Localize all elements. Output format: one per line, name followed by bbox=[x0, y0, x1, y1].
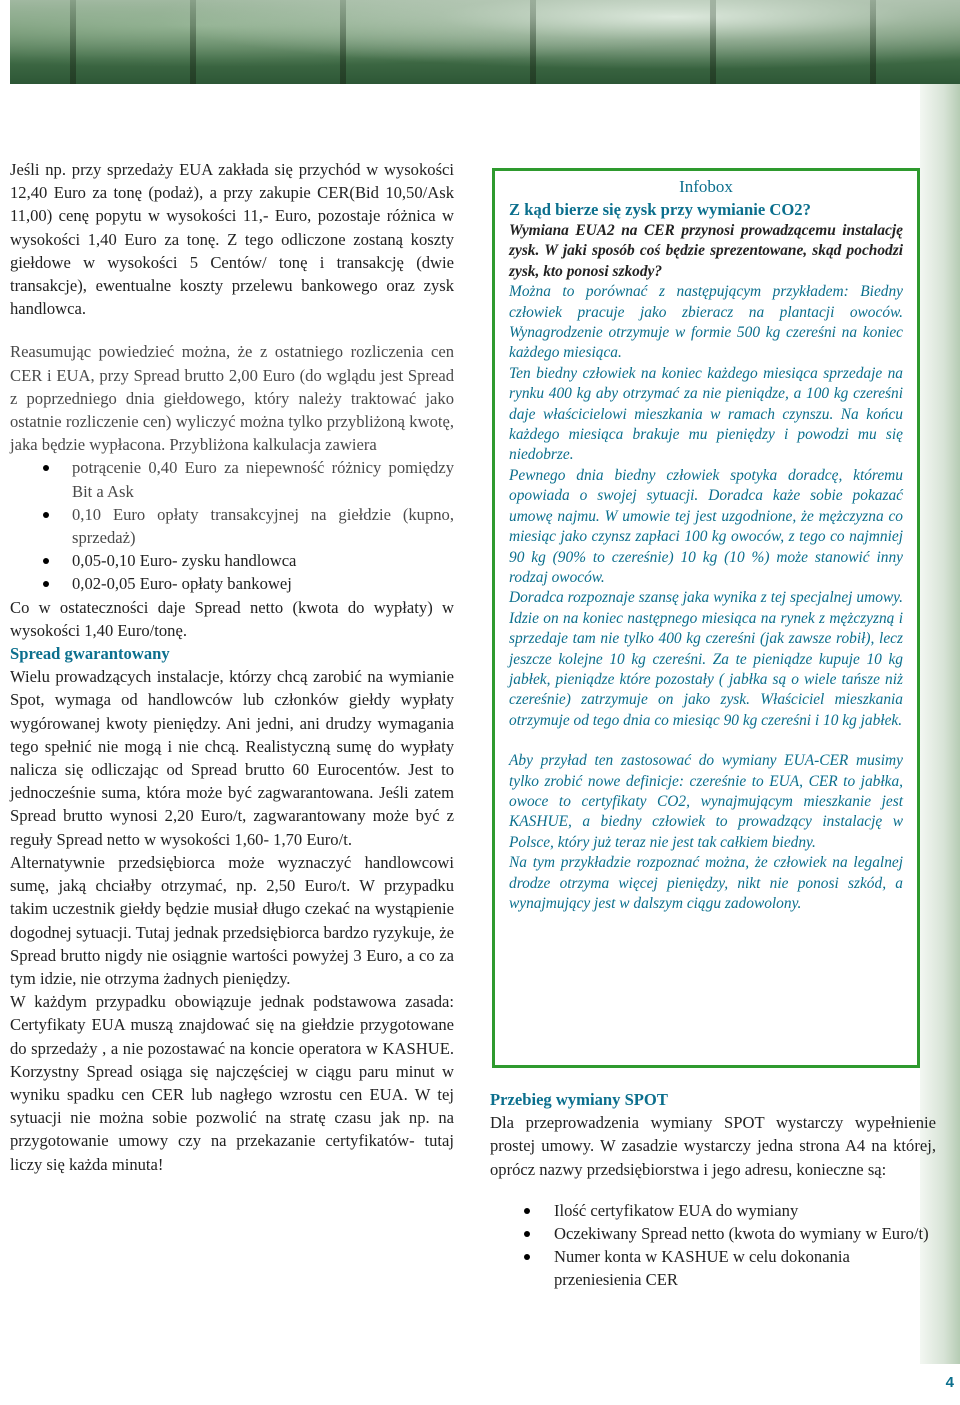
paragraph: Wielu prowadzących instalacje, którzy chcą zarobić na wymianie Spot, wymaga od handlowców lub członków giełdy wypłaty wygórowanej kwoty pieniędzy. Ani jedni, ani drudzy wymagania tego spełnić nie mogą i nie chcą. Realistyczną sumę do wypłaty nalicza się odliczając od Spread brutto 60 Eurocentów. Jest to jednocześnie suma, która może być zagwarantowana. Jeśli zatem Spread brutto wynosi 2,20 Euro/t, zagwarantowany może być z reguły Spread netto w wysokości 1,60- 1,70 Euro/t. bbox=[10, 667, 454, 849]
tree-trunk-graphic bbox=[70, 0, 76, 84]
list-item: Numer konta w KASHUE w celu dokonania przeniesienia CER bbox=[554, 1245, 936, 1291]
tree-trunk-graphic bbox=[710, 0, 716, 84]
forest-header-banner bbox=[10, 0, 960, 84]
paragraph: Dla przeprowadzenia wymiany SPOT wystarczy wypełnienie prostej umowy. W zasadzie wystarczy jedna strona A4 na której, oprócz nazwy przedsiębiorstwa i jego adresu, konieczne są: bbox=[490, 1113, 936, 1179]
left-column bbox=[10, 158, 454, 1176]
section-heading: Przebieg wymiany SPOT bbox=[490, 1090, 668, 1109]
paragraph: Alternatywnie przedsiębiorca może wyznaczyć handlowcowi sumę, jaką chciałby otrzymać, np. 2,50 Euro/t. W przypadku takim uczestnik giełdy będzie musiał długo czekać na wystąpienie dogodnej sytuacji. Tutaj jednak przedsiębiorca bardzo ryzykuje, że Spread brutto nigdy nie osiągnie wartości powyżej 3 Euro, a co za tym idzie, nie otrzyma żadnych pieniędzy. bbox=[10, 852, 454, 988]
infobox-subtitle: Z kąd bierze się zysk przy wymianie CO2? bbox=[509, 200, 811, 219]
infobox-paragraph: Można to porównać z następującym przykładem: Biedny człowiek pracuje jako zbieracz na plantacji owoców. Wynagrodzenie otrzymuje w formie 500 kg czereśni na koniec każdego miesiąca. bbox=[509, 283, 903, 362]
list-item: 0,10 Euro opłaty transakcyjnej na giełdzie (kupno, sprzedaż) bbox=[72, 503, 454, 549]
infobox-paragraph: Ten biedny człowiek na koniec każdego miesiąca sprzedaje na rynku 400 kg aby otrzymać za nie pieniądze, a 100 kg czereśni daje właścicielowi mieszkania w ramach czynszu. Na końcu każdego miesiąca brakuje mu pieniędzy i powodzi mu się niedobrze. bbox=[509, 364, 903, 464]
tree-trunk-graphic bbox=[530, 0, 536, 84]
list-item: Ilość certyfikatow EUA do wymiany bbox=[554, 1199, 936, 1222]
requirements-list bbox=[490, 1199, 936, 1292]
infobox-paragraph: Na tym przykładzie rozpoznać można, że człowiek na legalnej drodze otrzyma więcej pieniędzy, nikt nie ponosi szkód, a wynajmujący jest w dalszym ciągu zadowolony. bbox=[509, 854, 903, 912]
tree-trunk-graphic bbox=[340, 0, 346, 84]
section-heading: Spread gwarantowany bbox=[10, 644, 170, 664]
tree-trunk-graphic bbox=[190, 0, 196, 84]
paragraph: Jeśli np. przy sprzedaży EUA zakłada się przychód w wysokości 12,40 Euro za tonę (podaż), a przy zakupie CER(Bid 10,50/Ask 11,00) cenę popytu w wysokości 11,- Euro, pozostaje różnica w wysokości 1,40 Euro za tonę. Z tego odliczone zostaną koszty giełdowe w wysokości 5 Centów/ tonę i transakcję (dwie transakcje), ewentualne koszty przelewu bankowego oraz zysk handlowca. bbox=[10, 160, 454, 319]
paragraph: Reasumując powiedzieć można, że z ostatniego rozliczenia cen CER i EUA, przy Spread brutto 2,00 Euro (do wglądu jest Spread z poprzedniego dnia giełdowego, który należy traktować jako ostatnie rozliczenie cen) wyliczyć można tylko przybliżoną kwotę, jaka będzie wypłacona. Przybliżona kalkulacja zawiera bbox=[10, 342, 454, 455]
list-item: 0,02-0,05 Euro- opłaty bankowej bbox=[72, 572, 454, 595]
paragraph: W każdym przypadku obowiązuje jednak podstawowa zasada: Certyfikaty EUA muszą znajdować się na giełdzie przygotowane do sprzedaży , a nie pozostawać na koncie operatora w KASHUE. Korzystny Spread osiąga się najczęściej w ciągu paru minut w wyniku spadku cen CER lub nagłego wzrostu cen EUA. W tej sytuacji nie można sobie pozwolić na stratę czasu jak np. na przygotowanie umowy czy na przekazanie certyfikatów- tutaj liczy się każda minuta! bbox=[10, 992, 454, 1174]
infobox bbox=[492, 168, 920, 1068]
calculation-list bbox=[10, 456, 454, 595]
paragraph: Co w ostateczności daje Spread netto (kwota do wypłaty) w wysokości 1,40 Euro/tonę. bbox=[10, 597, 454, 640]
page-number: 4 bbox=[945, 1374, 954, 1391]
list-item: 0,05-0,10 Euro- zysku handlowca bbox=[72, 549, 454, 572]
infobox-paragraph: Doradca rozpoznaje szansę jaka wynika z tej specjalnej umowy. Idzie on na koniec następnego miesiąca na rynek z mężczyzną i sprzedaje tam nie tylko 400 kg czereśni (jak zawsze robił), lecz jeszcze kolejne 10 kg czereśni. Za te pieniądze kupuje 10 kg jabłek, pieniądze które pozostały ( jabłka są o wiele tańsze niż czereśnie) zatrzymuje on jako zysk. Właściciel mieszkania otrzymuje od tego dnia co miesiąc 90 kg czereśni i 10 kg jabłek. bbox=[509, 589, 903, 729]
infobox-title: Infobox bbox=[679, 177, 733, 196]
tree-trunk-graphic bbox=[870, 0, 876, 84]
right-column-bottom bbox=[490, 1088, 936, 1292]
infobox-question: Wymiana EUA2 na CER przynosi prowadzącemu instalację zysk. W jaki sposób coś będzie sprezentowane, skąd pochodzi zysk, kto ponosi szkody? bbox=[509, 222, 903, 280]
infobox-paragraph: Pewnego dnia biedny człowiek spotyka doradcę, któremu opowiada o swojej sytuacji. Doradca każe sobie pokazać umowę najmu. W umowie tej jest uzgodnione, że mężczyzna co miesiąc jako czynsz zapłaci 100 kg owoców, z tego co najmniej 90 kg (90% to czereśnie) 10 kg (10 %) może stanowić inny rodzaj owoców. bbox=[509, 466, 903, 586]
list-item: potrącenie 0,40 Euro za niepewność różnicy pomiędzy Bit a Ask bbox=[72, 456, 454, 502]
list-item: Oczekiwany Spread netto (kwota do wymiany w Euro/t) bbox=[554, 1222, 936, 1245]
infobox-paragraph: Aby przyład ten zastosować do wymiany EUA-CER musimy tylko zrobić nowe definicje: czereśnie to EUA, CER to jabłka, owoce to certyfikaty CO2, wynajmującym mieszkanie jest KASHUE, a biedny człowiek to prowadzący instalację w Polsce, który już teraz nie jest tak całkiem biedny. bbox=[509, 752, 903, 851]
